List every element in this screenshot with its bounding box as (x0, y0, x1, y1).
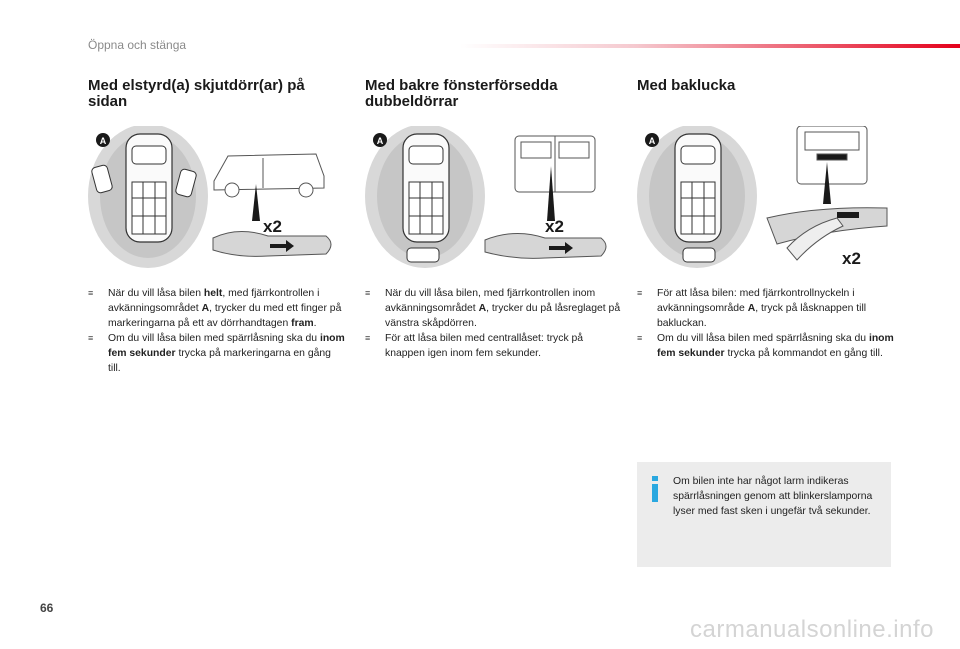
van-side-icon (214, 154, 324, 197)
page-number: 66 (40, 601, 54, 615)
column-rear-double-doors (365, 77, 621, 359)
info-box (637, 462, 891, 567)
rear-double-door-illustration (365, 126, 620, 286)
column-tailgate (637, 77, 894, 359)
bullet-icon: ≡ (637, 333, 643, 343)
list-item-text: Om du vill låsa bilen med spärrlåsning ska du inom fem sekunder trycka på kommandot en gång till. (657, 333, 894, 359)
van-rear-icon (797, 126, 867, 184)
info-text: Om bilen inte har något larm indikeras spärrlåsningen genom att blinkerslamporna lyser med fast sken i ungefär två sekunder. (673, 476, 873, 517)
tailgate-illustration (637, 126, 892, 286)
instruction-list (88, 286, 346, 376)
press-twice-label: x2 (545, 217, 564, 236)
bullet-icon: ≡ (88, 333, 94, 343)
bullet-icon: ≡ (637, 288, 643, 298)
list-item-text: För att låsa bilen med centrallåset: tryck på knappen igen inom fem sekunder. (385, 333, 584, 359)
bullet-icon: ≡ (365, 288, 371, 298)
column-title: Med baklucka (637, 77, 736, 94)
bullet-icon: ≡ (365, 333, 371, 343)
zone-callout: A (99, 136, 107, 146)
remote-key-icon (683, 248, 715, 262)
list-item (88, 286, 346, 331)
sliding-door-illustration (88, 126, 343, 286)
tailgate-handle-hand-icon (767, 208, 887, 260)
zone-callout: A (648, 136, 656, 146)
info-icon (649, 476, 661, 502)
zone-callout: A (376, 136, 384, 146)
door-handle-hand-icon (485, 233, 606, 258)
press-twice-label: x2 (263, 217, 282, 236)
list-item (365, 331, 623, 361)
press-twice-label: x2 (842, 249, 861, 268)
column-title: Med elstyrd(a) skjutdörr(ar) på sidan (88, 77, 305, 110)
list-item (637, 331, 895, 361)
list-item (88, 331, 346, 376)
list-item-text: För att låsa bilen: med fjärrkontrollnyckeln i avkänningsområde A, tryck på låsknappen till bakluckan. (657, 288, 867, 329)
remote-key-icon (407, 248, 439, 262)
list-item (637, 286, 895, 331)
column-title: Med bakre fönsterförsedda dubbeldörrar (365, 77, 558, 110)
list-item-text: När du vill låsa bilen helt, med fjärrkontrollen i avkänningsområdet A, trycker du med ett finger på markeringarna på ett av dörrhandtagen fram. (108, 288, 342, 329)
instruction-list (365, 286, 623, 361)
section-header: Öppna och stänga (88, 38, 187, 52)
watermark: carmanualsonline.info (690, 616, 934, 643)
column-sliding-doors (88, 77, 345, 374)
list-item-text: Om du vill låsa bilen med spärrlåsning ska du inom fem sekunder trycka på markeringarna en gång till. (108, 333, 345, 374)
van-rear-icon (515, 136, 595, 192)
header-accent-line (460, 44, 960, 48)
instruction-list (637, 286, 895, 361)
list-item-text: När du vill låsa bilen, med fjärrkontrollen inom avkänningsområdet A, trycker du på låsreglaget på vänstra skåpdörren. (385, 288, 621, 329)
bullet-icon: ≡ (88, 288, 94, 298)
list-item (365, 286, 623, 331)
